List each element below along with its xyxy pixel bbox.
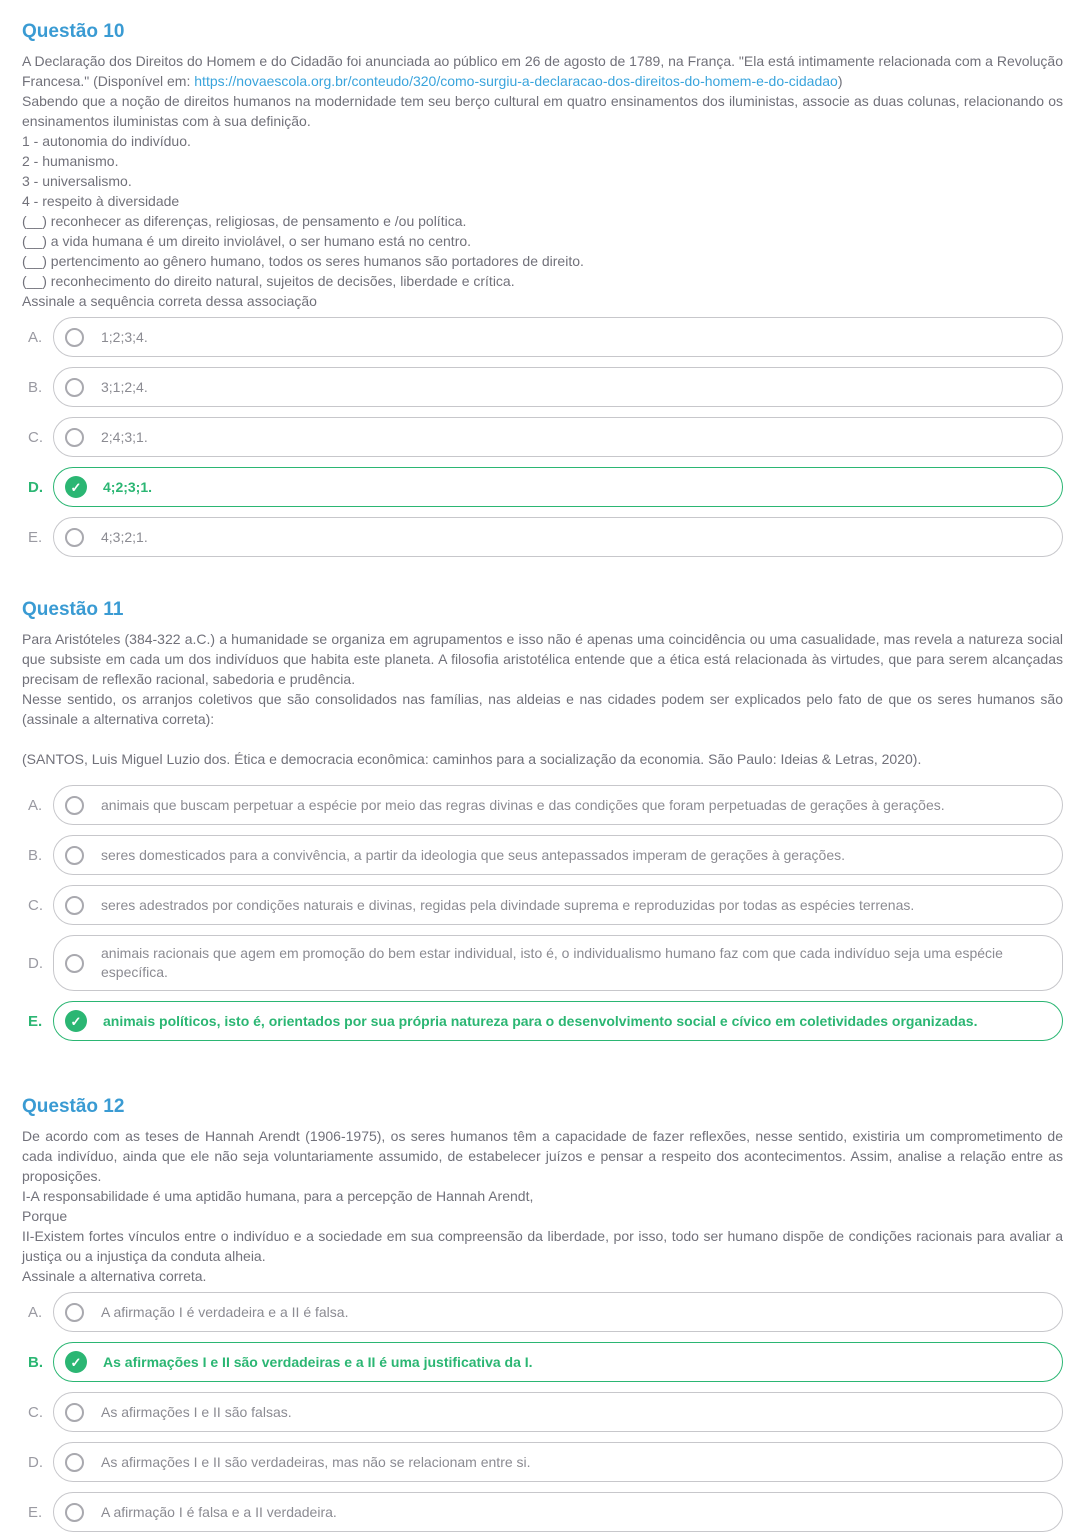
option-row-q10-a (22, 317, 1063, 357)
answer-option-d[interactable] (53, 467, 1063, 507)
option-row-q11-c (22, 885, 1063, 925)
option-letter: D. (28, 1453, 43, 1471)
list-line: 4 - respeito à diversidade (22, 193, 180, 209)
citation-text: (SANTOS, Luis Miguel Luzio dos. Ética e democracia econômica: caminhos para a socialização da economia. São Paulo: Ideias & Letras, 2020). (22, 751, 922, 767)
option-text: animais racionais que agem em promoção do bem estar individual, isto é, o individualismo humano faz com que cada indivíduo seja uma espécie específica. (101, 945, 1003, 980)
option-letter: E. (28, 1012, 43, 1030)
answer-option-e[interactable] (53, 517, 1063, 557)
list-line: Assinale a sequência correta dessa associação (22, 293, 317, 309)
option-text: animais políticos, isto é, orientados por sua própria natureza para o desenvolvimento social e cívico em coletividades organizadas. (103, 1012, 978, 1029)
option-row-q12-d (22, 1442, 1063, 1482)
question-link[interactable]: https://novaescola.org.br/conteudo/320/como-surgiu-a-declaracao-dos-direitos-do-homem-e-do-cidadao (194, 73, 838, 89)
radio-icon[interactable] (65, 846, 84, 865)
list-line: (__) reconhecimento do direito natural, sujeitos de decisões, liberdade e crítica. (22, 273, 515, 289)
question-title: Questão 10 (22, 21, 125, 42)
question-title: Questão 11 (22, 599, 124, 620)
option-text: As afirmações I e II são falsas. (101, 1403, 292, 1420)
radio-icon[interactable] (65, 528, 84, 547)
radio-icon[interactable] (65, 378, 84, 397)
option-text: seres domesticados para a convivência, a partir da ideologia que seus antepassados imperam de gerações à gerações. (101, 846, 845, 863)
option-letter: D. (28, 478, 43, 496)
option-letter: A. (28, 796, 43, 814)
question-10-section (22, 20, 1063, 557)
radio-icon[interactable] (65, 896, 84, 915)
list-line: 2 - humanismo. (22, 153, 119, 169)
option-text: 4;2;3;1. (103, 478, 153, 495)
option-text: As afirmações I e II são verdadeiras e a II é uma justificativa da I. (103, 1353, 533, 1370)
option-text: animais que buscam perpetuar a espécie por meio das regras divinas e das condições que foram perpetuadas de gerações à gerações. (101, 796, 945, 813)
proposition-i: I-A responsabilidade é uma aptidão humana, para a percepção de Hannah Arendt, (22, 1188, 534, 1204)
answer-option-b[interactable] (53, 1342, 1063, 1382)
option-letter: A. (28, 328, 43, 346)
option-row-q11-e (22, 1001, 1063, 1041)
option-letter: C. (28, 896, 43, 914)
radio-icon[interactable] (65, 1453, 84, 1472)
option-text: A afirmação I é falsa e a II verdadeira. (101, 1503, 337, 1520)
option-row-q10-e (22, 517, 1063, 557)
question-intro-paragraph (22, 51, 1063, 91)
option-letter: C. (28, 428, 43, 446)
option-text: As afirmações I e II são verdadeiras, mas não se relacionam entre si. (101, 1453, 531, 1470)
option-row-q10-d (22, 467, 1063, 507)
question-title: Questão 12 (22, 1096, 125, 1117)
options-list-q12 (22, 1292, 1063, 1532)
answer-option-c[interactable] (53, 417, 1063, 457)
list-line: 3 - universalismo. (22, 173, 132, 189)
radio-icon[interactable] (65, 1403, 84, 1422)
list-line: 1 - autonomia do indivíduo. (22, 133, 191, 149)
option-letter: D. (28, 954, 43, 972)
radio-icon[interactable] (65, 954, 84, 973)
question-paragraph: Sabendo que a noção de direitos humanos na modernidade tem seu berço cultural em quatro ensinamentos dos iluministas, associe as duas colunas, relacionando os ensinamentos iluministas com à sua definição. (22, 93, 1063, 129)
porque-line: Porque (22, 1208, 68, 1224)
question-paragraph: Para Aristóteles (384-322 a.C.) a humanidade se organiza em agrupamentos e isso não é apenas uma coincidência ou uma casualidade, mas revela a natureza social que subsiste em cada um dos indivíduos que habita este planeta. A filosofia aristotélica entende que a ética está relacionada às virtudes, que para serem alcançadas precisam de reflexão racional, sabedoria e prudência. (22, 631, 1063, 687)
option-text: 4;3;2;1. (101, 528, 148, 545)
answer-option-b[interactable] (53, 367, 1063, 407)
answer-option-d[interactable] (53, 1442, 1063, 1482)
radio-icon[interactable] (65, 328, 84, 347)
option-letter: A. (28, 1303, 43, 1321)
answer-option-c[interactable] (53, 1392, 1063, 1432)
answer-option-a[interactable] (53, 1292, 1063, 1332)
after-link-text: ) (837, 73, 843, 89)
answer-option-a[interactable] (53, 785, 1063, 825)
question-paragraph: Nesse sentido, os arranjos coletivos que são consolidados nas famílias, nas aldeias e nas cidades podem ser explicados pelo fato de que os seres humanos são (assinale a alternativa correta): (22, 691, 1063, 727)
question-11-section (22, 598, 1063, 1041)
answer-option-a[interactable] (53, 317, 1063, 357)
intro-text: A Declaração dos Direitos do Homem e do Cidadão foi anunciada ao público em 26 de agosto de 1789, na França. "Ela está intimamente relacionada com a Revolução Francesa." (Disponível em: (22, 53, 1063, 89)
option-row-q11-b (22, 835, 1063, 875)
question-text (22, 51, 1063, 311)
option-letter: E. (28, 528, 43, 546)
radio-icon[interactable] (65, 428, 84, 447)
check-icon: ✓ (65, 476, 87, 498)
option-row-q10-b (22, 367, 1063, 407)
options-list-q11 (22, 785, 1063, 1041)
option-row-q11-d (22, 935, 1063, 991)
options-list-q10 (22, 317, 1063, 557)
list-line: (__) reconhecer as diferenças, religiosas, de pensamento e /ou política. (22, 213, 467, 229)
final-instruction: Assinale a alternativa correta. (22, 1268, 207, 1284)
option-row-q12-a (22, 1292, 1063, 1332)
option-row-q12-e (22, 1492, 1063, 1532)
option-text: 2;4;3;1. (101, 428, 148, 445)
question-12-section (22, 1095, 1063, 1532)
proposition-ii: II-Existem fortes vínculos entre o indivíduo e a sociedade em sua compreensão da liberdade, por isso, todo ser humano dispõe de condições racionais para avaliar a justiça ou a injustiça da conduta alheia. (22, 1228, 1063, 1264)
option-text: A afirmação I é verdadeira e a II é falsa. (101, 1303, 349, 1320)
radio-icon[interactable] (65, 1303, 84, 1322)
option-row-q10-c (22, 417, 1063, 457)
list-line: (__) pertencimento ao gênero humano, todos os seres humanos são portadores de direito. (22, 253, 584, 269)
check-icon: ✓ (65, 1010, 87, 1032)
check-icon: ✓ (65, 1351, 87, 1373)
option-row-q11-a (22, 785, 1063, 825)
answer-option-c[interactable] (53, 885, 1063, 925)
option-letter: B. (28, 378, 43, 396)
option-letter: C. (28, 1403, 43, 1421)
option-letter: E. (28, 1503, 43, 1521)
answer-option-b[interactable] (53, 835, 1063, 875)
list-line: (__) a vida humana é um direito inviolável, o ser humano está no centro. (22, 233, 472, 249)
question-text (22, 1126, 1063, 1286)
answer-option-d[interactable] (53, 935, 1063, 991)
option-row-q12-c (22, 1392, 1063, 1432)
answer-option-e[interactable] (53, 1492, 1063, 1532)
radio-icon[interactable] (65, 796, 84, 815)
option-text: 3;1;2;4. (101, 378, 148, 395)
option-letter: B. (28, 846, 43, 864)
question-paragraph: De acordo com as teses de Hannah Arendt (1906-1975), os seres humanos têm a capacidade de fazer reflexões, nesse sentido, existiria um comprometimento de cada indivíduo, ainda que ele não seja voluntariamente assumido, de estabelecer juízos e pensar a respeito dos acontecimentos. Assim, analise a relação entre as proposições. (22, 1128, 1063, 1184)
answer-option-e[interactable] (53, 1001, 1063, 1041)
option-row-q12-b (22, 1342, 1063, 1382)
option-text: 1;2;3;4. (101, 328, 148, 345)
option-letter: B. (28, 1353, 43, 1371)
option-text: seres adestrados por condições naturais e divinas, regidas pela divindade suprema e reproduzidas por todas as espécies terrenas. (101, 896, 915, 913)
question-text (22, 629, 1063, 769)
radio-icon[interactable] (65, 1503, 84, 1522)
